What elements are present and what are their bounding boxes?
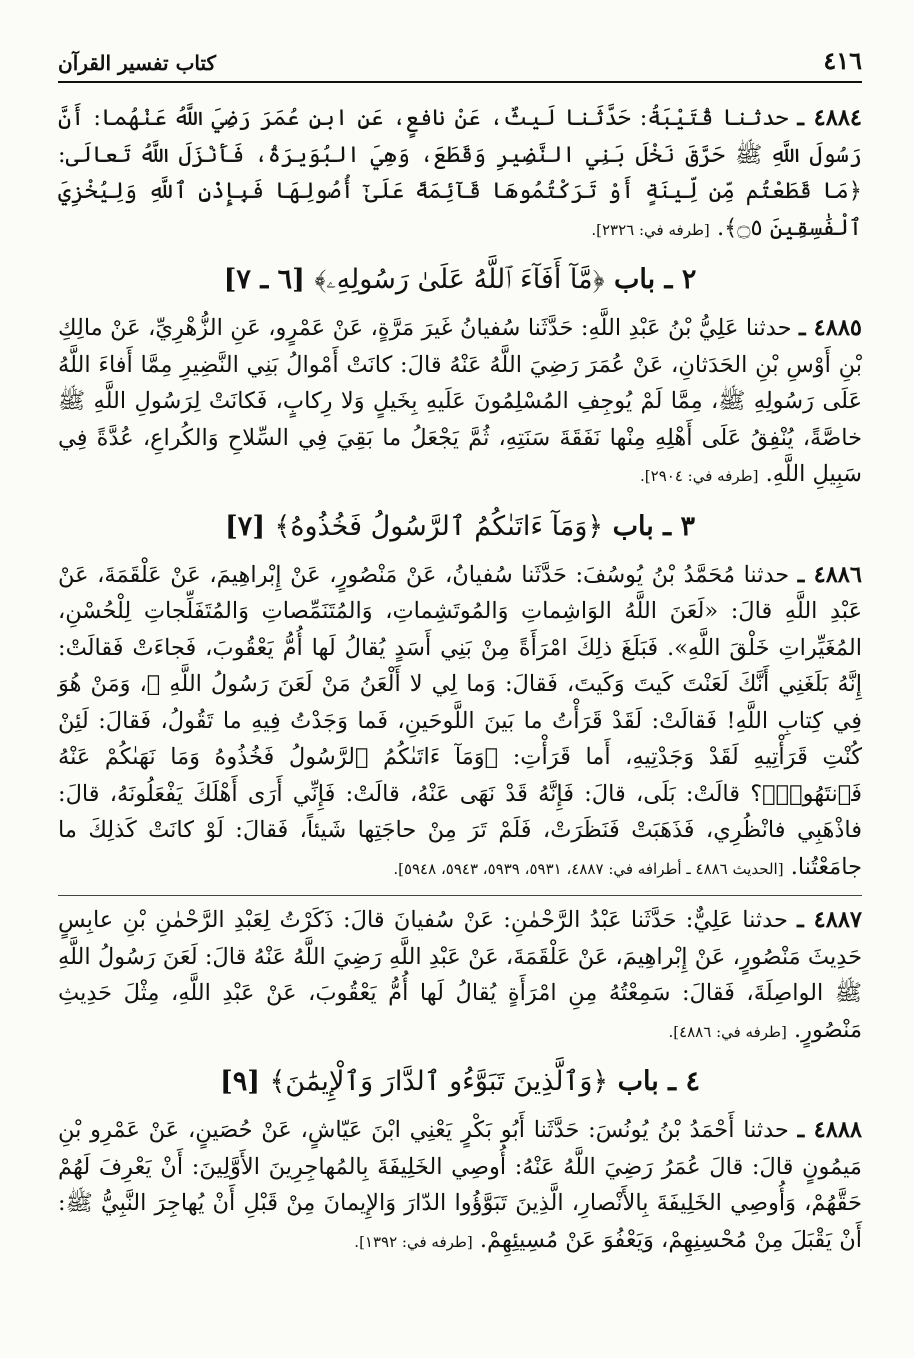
page-number: ٤١٦	[823, 46, 862, 75]
chapter-heading-3	[58, 507, 862, 547]
hadith-text: حدثنا قُتَيْبَةُ: حَدَّثَنا لَيثٌ، عَنْ نافعٍ، عَنِ ابنِ عُمَرَ رَضِيَ اللَّهُ عَنْهُما: أَنَّ رَسُولَ اللَّهِ ﷺ حَرَّقَ نَخْلَ بَنِي النَّضِيرِ وَقَطَعَ، وَهِيَ البُوَيرَةُ، فَأَنْزَلَ اللَّهُ تَعالَى: ﴿مَا قَطَعْتُم مِّن لِّينَةٍ أَوْ تَرَكْتُمُوهَا قَآئِمَةً عَلَىٰٓ أُصُولِهَا فَبِإِذْنِ ٱللَّهِ وَلِيُخْزِيَ ٱلْفَٰسِقِينَ ۝٥﴾.	[58, 105, 862, 241]
chapter-heading-2	[58, 260, 862, 300]
chapter-verse-ref: [٩]	[219, 1066, 261, 1097]
hadith-4886	[58, 557, 862, 888]
chapter-verse: ﴿مَّآ أَفَآءَ ٱللَّهُ عَلَىٰ رَسُولِهِۦ﴾	[314, 264, 605, 295]
hadith-reference: [طرفه في: ١٣٩٢].	[354, 1232, 473, 1251]
hadith-reference: [طرفه في: ٤٨٨٦].	[668, 1022, 787, 1041]
page-content	[58, 100, 862, 1268]
hadith-reference: [طرفه في: ٢٩٠٤].	[640, 467, 759, 485]
hadith-reference: [الحديث ٤٨٨٦ ـ أطرافه في: ٤٨٨٧، ٥٩٣١، ٥٩٣٩، ٥٩٤٣، ٥٩٤٨].	[393, 859, 784, 878]
hadith-4887	[58, 902, 862, 1050]
hadith-number: ٤٨٨٤ ـ	[797, 105, 862, 131]
chapter-verse-ref: [٧]	[225, 510, 266, 542]
chapter-heading-4	[58, 1062, 862, 1102]
hadith-number: ٤٨٨٦ ـ	[797, 561, 862, 588]
section-divider	[58, 895, 862, 896]
hadith-4884	[58, 100, 862, 248]
chapter-label: ٤ ـ باب	[617, 1066, 701, 1097]
hadith-number: ٤٨٨٨ ـ	[797, 1117, 862, 1143]
chapter-verse-ref: [٦ ـ ٧]	[223, 264, 305, 295]
hadith-number: ٤٨٨٧ ـ	[797, 907, 862, 933]
hadith-reference: [طرفه في: ٢٣٢٦].	[591, 220, 710, 239]
chapter-label: ٢ ـ باب	[613, 264, 697, 295]
book-title: كتاب تفسير القرآن	[58, 51, 217, 75]
hadith-text: حدثنا عَلِيُّ بْنُ عَبْدِ اللَّهِ: حَدَّثَنا سُفيانُ غَيرَ مَرَّةٍ، عَنْ عَمْرٍو، عَنِ الزُّهْرِيِّ، عَنْ مالِكِ بْنِ أَوْسِ بْنِ الحَدَثانِ، عَنْ عُمَرَ رَضِيَ اللَّهُ عَنْهُ قالَ: كانَتْ أَمْوالُ بَنِي النَّضِيرِ مِمَّا أَفاءَ اللَّهُ عَلَى رَسُولِهِ ﷺ، مِمَّا لَمْ يُوجِفِ المُسْلِمُونَ عَلَيهِ بِخَيلٍ وَلا رِكابٍ، فَكانَتْ لِرَسُولِ اللَّهِ ﷺ خاصَّةً، يُنْفِقُ عَلَى أَهْلِهِ مِنْها نَفَقَةَ سَنَتِهِ، ثُمَّ يَجْعَلُ ما بَقِيَ فِي السِّلاحِ وَالكُراعِ، عُدَّةً فِي سَبِيلِ اللَّهِ.	[58, 315, 862, 487]
hadith-number: ٤٨٨٥ ـ	[798, 315, 862, 341]
hadith-4885	[58, 310, 862, 495]
chapter-verse: ﴿وَمَآ ءَاتَىٰكُمُ ٱلرَّسُولُ فَخُذُوهُ﴾	[274, 510, 604, 542]
hadith-text: حدثنا مُحَمَّدُ بْنُ يُوسُفَ: حَدَّثَنا سُفيانُ، عَنْ مَنْصُورٍ، عَنْ إِبْراهِيمَ، عَنْ عَلْقَمَةَ، عَنْ عَبْدِ اللَّهِ قالَ: «لَعَنَ اللَّهُ الوَاشِماتِ وَالمُوتَشِماتِ، وَالمُتَنَمِّصاتِ وَالمُتَفَلِّجاتِ لِلْحُسْنِ، المُغَيِّراتِ خَلْقَ اللَّهِ». فَبَلَغَ ذلِكَ امْرَأَةً مِنْ بَنِي أَسَدٍ يُقالُ لَها أُمُّ يَعْقُوبَ، فَجاءَتْ فَقالَتْ: إِنَّهُ بَلَغَنِي أَنَّكَ لَعَنْتَ كَيتَ وَكَيتَ، فَقالَ: وَما لِي لا أَلْعَنُ مَنْ لَعَنَ رَسُولُ اللَّهِ ﷺ، وَمَنْ هُوَ فِي كِتابِ اللَّهِ! فَقالَتْ: لَقَدْ قَرَأْتُ ما بَينَ اللَّوحَينِ، فَما وَجَدْتُ فِيهِ ما تَقُولُ، فَقالَ: لَئِنْ كُنْتِ قَرَأْتِيهِ لَقَدْ وَجَدْتِيهِ، أَما قَرَأْتِ: ﴿وَمَآ ءَاتَىٰكُمُ ٱلرَّسُولُ فَخُذُوهُ وَمَا نَهَىٰكُمْ عَنْهُ فَٱنتَهُوا۟﴾؟ قالَتْ: بَلَى، قالَ: فَإِنَّهُ قَدْ نَهَى عَنْهُ، قالَتْ: فَإِنِّي أَرَى أَهْلَكَ يَفْعَلُونَهُ، قالَ: فاذْهَبِي فانْظُرِي، فَذَهَبَتْ فَنَظَرَتْ، فَلَمْ تَرَ مِنْ حاجَتِها شَيئاً، فَقالَ: لَوْ كانَتْ كَذلِكَ ما جامَعْتُنا.	[58, 561, 862, 880]
chapter-label: ٣ ـ باب	[612, 510, 695, 542]
hadith-4888	[58, 1112, 862, 1260]
chapter-verse: ﴿وَٱلَّذِينَ تَبَوَّءُو ٱلدَّارَ وَٱلْإِيمَٰنَ﴾	[269, 1066, 609, 1097]
hadith-text: حدثنا عَلِيٌّ: حَدَّثَنا عَبْدُ الرَّحْمٰنِ: عَنْ سُفيانَ قالَ: ذَكَرْتُ لِعَبْدِ الرَّحْمٰنِ بْنِ عابِسٍ حَدِيثَ مَنْصُورٍ، عَنْ إِبْراهِيمَ، عَنْ عَلْقَمَةَ، عَنْ عَبْدِ اللَّهِ رَضِيَ اللَّهُ عَنْهُ قالَ: لَعَنَ رَسُولُ اللَّهِ ﷺ الواصِلَةَ، فَقالَ: سَمِعْتُهُ مِنِ امْرَأَةٍ يُقالُ لَها أُمُّ يَعْقُوبَ، عَنْ عَبْدِ اللَّهِ، مِثْلَ حَدِيثِ مَنْصُورٍ.	[58, 907, 862, 1043]
hadith-text: حدثنا أَحْمَدُ بْنُ يُونُسَ: حَدَّثَنا أَبُو بَكْرٍ يَعْنِي ابْنَ عَيّاشٍ، عَنْ حُصَينٍ، عَنْ عَمْرِو بْنِ مَيمُونٍ قالَ: قالَ عُمَرُ رَضِيَ اللَّهُ عَنْهُ: أُوصِي الخَلِيفَةَ بِالمُهاجِرِينَ الأَوَّلِينَ: أَنْ يَعْرِفَ لَهُمْ حَقَّهُمْ، وَأُوصِي الخَلِيفَةَ بِالأَنْصارِ، الَّذِينَ تَبَوَّؤُوا الدّارَ وَالإِيمانَ مِنْ قَبْلِ أَنْ يُهاجِرَ النَّبِيُّ ﷺ: أَنْ يَقْبَلَ مِنْ مُحْسِنِهِمْ، وَيَعْفُوَ عَنْ مُسِيئِهِمْ.	[58, 1117, 862, 1253]
page-header	[58, 46, 862, 83]
